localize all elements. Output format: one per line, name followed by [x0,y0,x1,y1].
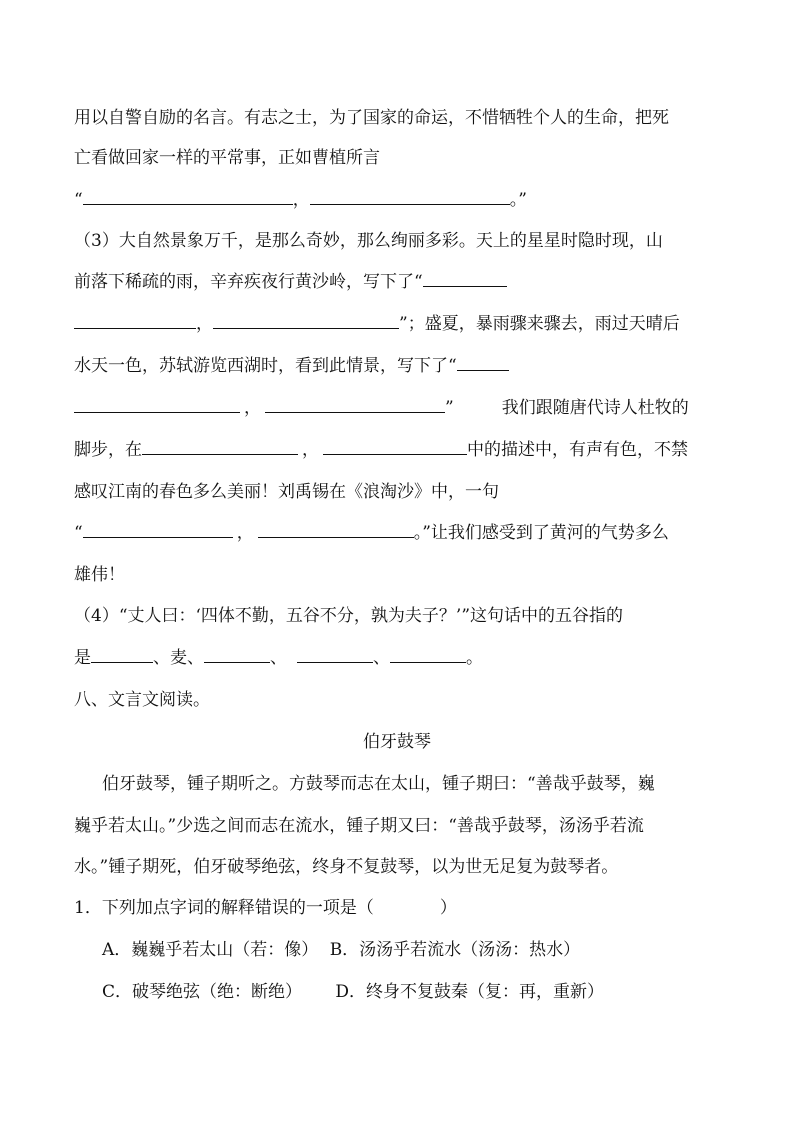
question-1 [74,896,457,920]
answer-blank[interactable] [457,356,509,371]
answer-blank[interactable] [265,398,445,413]
answer-blank[interactable] [423,272,507,287]
answer-line [74,270,507,294]
comma: ， [292,190,310,210]
open-quote: “ [74,523,83,543]
answer-blank[interactable] [83,523,233,538]
paragraph-text: 前落下稀疏的雨，辛弃疾夜行黄沙岭，写下了“ [74,272,423,292]
answer-line [74,354,509,378]
close-quote: 。” [509,190,527,210]
comma: ， [196,314,213,334]
answer-blank[interactable] [323,440,467,455]
answer-blank[interactable] [258,523,414,538]
question-text: 1．下列加点字词的解释错误的一项是（ [74,898,374,918]
comma: ， [244,398,261,418]
options-row [102,980,604,1004]
answer-blank[interactable] [74,314,196,329]
answer-blank[interactable] [142,440,298,455]
close-quote: ” [445,398,454,418]
options-row [102,938,580,962]
period: 。 [466,648,483,668]
paragraph-text: 。”让我们感受到了黄河的气势多么 [413,523,669,543]
answer-blank[interactable] [390,648,466,663]
paragraph-line: （4）“丈人曰：‘四体不勤，五谷不分，孰为夫子？’”这句话中的五谷指的 [74,606,624,626]
passage-line: 巍乎若太山。”少选之间而志在流水，锺子期又曰：“善哉乎鼓琴，汤汤乎若流 [74,816,644,836]
option-b[interactable]: B．汤汤乎若流水（汤汤：热水） [329,940,581,960]
answer-blank[interactable] [213,314,399,329]
paragraph-text: 脚步，在 [74,440,142,460]
paragraph-line: 用以自警自励的名言。有志之士，为了国家的命运，不惜牺牲个人的生命，把死 [74,108,669,128]
answer-blank[interactable] [310,190,510,205]
paragraph-text: 中的描述中，有声有色，不禁 [467,440,688,460]
answer-line [74,438,688,462]
paragraph-text: ”；盛夏，暴雨骤来骤去，雨过天晴后 [399,314,680,334]
answer-blank[interactable] [83,190,293,205]
answer-line [74,188,527,212]
passage-title: 伯牙鼓琴 [363,732,431,752]
separator: 、 [373,648,390,668]
paragraph-text: 我们跟随唐代诗人杜牧的 [501,398,689,418]
section-heading: 八、文言文阅读。 [74,690,210,710]
answer-line [74,646,483,670]
separator: 、麦、 [153,648,204,668]
comma: ， [236,523,254,543]
answer-line [74,521,669,545]
paragraph-line: 雄伟！ [74,565,125,585]
answer-blank[interactable] [297,648,373,663]
option-a[interactable]: A．巍巍乎若太山（若：像） [102,940,319,960]
close-paren: ） [439,898,457,918]
open-quote: “ [74,190,83,210]
answer-line [74,312,680,336]
paragraph-text: 水天一色，苏轼游览西湖时，看到此情景，写下了“ [74,356,457,376]
passage-line: 水。”锺子期死，伯牙破琴绝弦，终身不复鼓琴，以为世无足复为鼓琴者。 [74,857,619,877]
answer-blank[interactable] [91,648,153,663]
option-c[interactable]: C．破琴绝弦（绝：断绝） [102,982,303,1002]
passage-line: 伯牙鼓琴，锺子期听之。方鼓琴而志在太山，锺子期曰：“善哉乎鼓琴，巍 [102,774,655,794]
answer-blank[interactable] [204,648,270,663]
paragraph-line: 感叹江南的春色多么美丽！刘禹锡在《浪淘沙》中，一句 [74,482,499,502]
answer-blank[interactable] [74,398,240,413]
answer-line [74,396,689,420]
paragraph-line: （3）大自然景象万千，是那么奇妙，那么绚丽多彩。天上的星星时隐时现，山 [74,231,663,251]
comma: ， [302,440,319,460]
option-d[interactable]: D．终身不复鼓秦（复：再，重新） [335,982,605,1002]
separator: 、 [270,648,287,668]
paragraph-text: 是 [74,648,91,668]
paragraph-line: 亡看做回家一样的平常事，正如曹植所言 [74,148,380,168]
